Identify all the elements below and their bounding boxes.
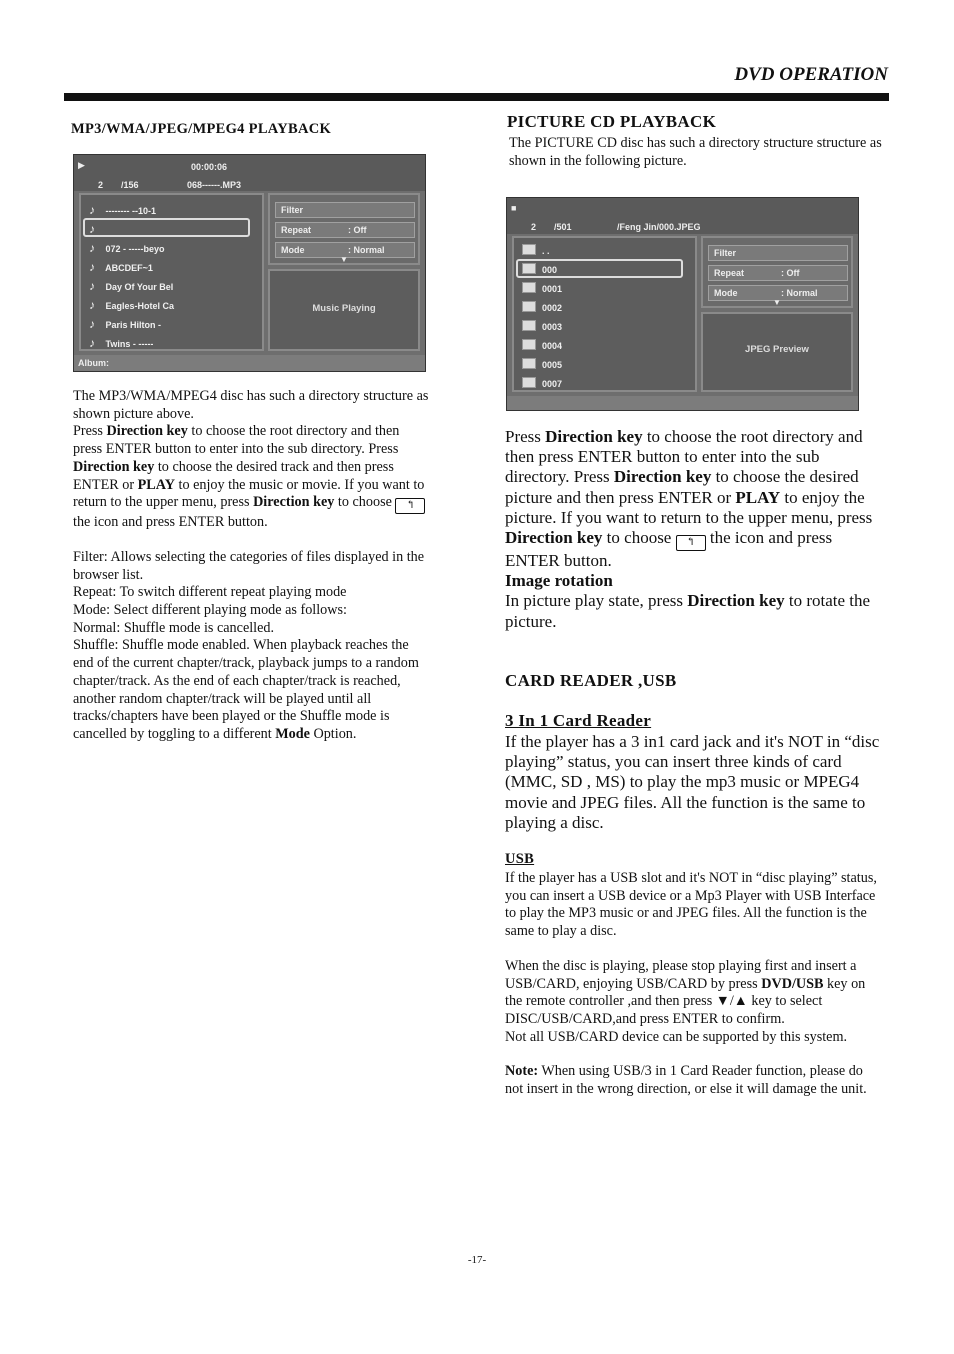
image-file-icon — [522, 377, 536, 388]
mode-option: Mode : Normal — [275, 242, 415, 258]
page-number: -17- — [467, 1254, 487, 1266]
picture-para: Press Direction key to choose the root directory and then press ENTER button to enter into the sub directory. Press Direction key to choose the desired picture and then press ENTER or PLAY to enjoy the picture. If you want to return to the upper menu, press Direction key to choose ↰ the icon and press ENTER button. — [505, 427, 873, 571]
list-item: 0005 — [522, 358, 562, 370]
screen-file: /Feng Jin/000.JPEG — [617, 222, 701, 232]
card3-heading: 3 In 1 Card Reader — [505, 711, 652, 730]
folder-up-icon — [522, 244, 536, 255]
list-item: 0003 — [522, 320, 562, 332]
usb-section — [505, 870, 883, 1099]
list-item: 0001 — [522, 282, 562, 294]
screen-track-no: 2 — [98, 180, 104, 190]
image-file-icon — [522, 282, 536, 293]
repeat-option: Repeat : Off — [708, 265, 848, 281]
picture-description — [505, 427, 885, 632]
mp3-para-2: Press Direction key to choose the root directory and then press ENTER button to enter into the sub directory. Press Direction key to choose the desired track and then press ENTER or PLAY to enjoy the music or movie. If you want to return to the upper menu, press Direction key to choose ↰ the icon and press ENTER button. — [73, 423, 425, 531]
list-item: 000 — [522, 263, 557, 275]
return-up-icon: ↰ — [676, 535, 706, 551]
scroll-down-icon: ▼ — [773, 298, 781, 307]
music-note-icon: ♪ — [89, 260, 95, 274]
play-icon: ▶ — [78, 160, 85, 170]
picture-cd-heading: PICTURE CD PLAYBACK — [507, 112, 717, 131]
music-note-icon: ♪ — [89, 203, 95, 217]
screen-topbar — [74, 155, 425, 191]
screen-track-no: 2 — [531, 222, 537, 232]
usb-heading: USB — [505, 851, 535, 867]
mode-text: Mode: Select different playing mode as follows: — [73, 602, 347, 619]
image-file-icon — [522, 301, 536, 312]
normal-text: Normal: Shuffle mode is cancelled. — [73, 619, 275, 636]
disc-playing-text: When the disc is playing, please stop playing first and insert a USB/CARD, enjoying USB/CARD by press DVD/USB key on the remote controller ,and then press ▼/▲ key to select DISC/USB/CARD,and press ENTER to confirm. — [505, 957, 866, 1027]
image-rotation-heading: Image rotation — [505, 571, 613, 591]
note-text: Note: When using USB/3 in 1 Card Reader function, please do not insert in the wrong direction, or else it will damage the unit. — [505, 1063, 867, 1098]
list-item: ♪ ABCDEF~1 — [89, 260, 153, 274]
filter-text: Filter: Allows selecting the categories of files displayed in the browser list. — [73, 548, 425, 583]
screen-time: 00:00:06 — [191, 162, 228, 172]
card3-text: If the player has a 3 in1 card jack and it's NOT in “disc playing” status, you can insert three kinds of card (MMC, SD , MS) to play the mp3 music or MPEG4 movie and JPEG files. All the function is the same to playing a disc. — [505, 732, 880, 832]
screen-track-total: /501 — [554, 222, 572, 232]
screen-track-total: /156 — [121, 180, 139, 190]
not-all-text: Not all USB/CARD device can be supported by this system. — [505, 1028, 848, 1045]
return-up-icon: ↰ — [395, 498, 425, 514]
image-file-icon — [522, 339, 536, 350]
scroll-down-icon: ▼ — [340, 255, 348, 264]
list-item: ♪ Eagles-Hotel Ca — [89, 298, 175, 312]
image-rotation-text: In picture play state, press Direction key to rotate the picture. — [505, 591, 871, 631]
mp3-section-heading: MP3/WMA/JPEG/MPEG4 PLAYBACK — [71, 121, 332, 137]
list-item: 0002 — [522, 301, 562, 313]
list-item: ♪ Twins - ----- — [89, 336, 154, 350]
music-note-icon: ♪ — [89, 222, 95, 236]
filter-option: Filter — [708, 245, 848, 261]
list-item: ♪ 072 - -----beyo — [89, 241, 165, 255]
bottom-bar — [507, 396, 858, 410]
music-note-icon: ♪ — [89, 279, 95, 293]
picture-browser-screenshot — [506, 197, 859, 411]
album-bar: Album: — [74, 355, 425, 371]
repeat-option: Repeat : Off — [275, 222, 415, 238]
picture-cd-intro: The PICTURE CD disc has such a directory structure structure as shown in the following picture. — [509, 135, 882, 169]
options-panel — [268, 193, 420, 265]
music-note-icon: ♪ — [89, 241, 95, 255]
selection-highlight — [83, 218, 250, 237]
shuffle-text: Shuffle: Shuffle mode enabled. When playback reaches the end of the current chapter/track, playback jumps to a random chapter/track. As the end of each chapter/track is reached, another random chapter/track will be played until all tracks/chapters have been played or the Shuffle mode is cancelled by toggling to a different Mode Option. — [73, 637, 419, 742]
usb-text: If the player has a USB slot and it's NOT in “disc playing” status, you can insert a USB device or a Mp3 Player with USB Interface to play the MP3 music or and JPEG files. All the function is the same to play a disc. — [505, 870, 877, 940]
filter-option: Filter — [275, 202, 415, 218]
screen-file: 068------.MP3 — [187, 180, 242, 190]
preview-label: Music Playing — [312, 303, 376, 314]
list-item: 0004 — [522, 339, 562, 351]
list-item: ♪ Paris Hilton - — [89, 317, 162, 331]
list-item: ♪ Day Of Your Bel — [89, 279, 174, 293]
music-note-icon: ♪ — [89, 317, 95, 331]
preview-panel — [701, 312, 853, 392]
header-rule — [64, 93, 889, 101]
preview-label: JPEG Preview — [745, 344, 809, 355]
preview-panel — [268, 269, 420, 351]
mp3-browser-screenshot — [73, 154, 426, 372]
music-note-icon: ♪ — [89, 298, 95, 312]
options-panel — [701, 236, 853, 308]
file-list-panel — [512, 236, 697, 392]
repeat-text: Repeat: To switch different repeat playing mode — [73, 584, 347, 601]
mp3-description — [73, 388, 431, 744]
list-item: 0007 — [522, 377, 562, 389]
selection-highlight — [516, 259, 683, 278]
image-file-icon — [522, 358, 536, 369]
page-header-title: DVD OPERATION — [734, 64, 888, 85]
card-reader-heading: CARD READER ,USB — [505, 671, 677, 690]
stop-icon: ■ — [511, 203, 517, 213]
screen-topbar — [507, 198, 858, 234]
down-up-arrow-icon: ▼/▲ — [715, 993, 748, 1010]
mp3-para-1: The MP3/WMA/MPEG4 disc has such a directory structure as shown picture above. — [73, 388, 429, 422]
file-list-panel — [79, 193, 264, 351]
mode-option: Mode : Normal — [708, 285, 848, 301]
list-item: ♪ -------- --10-1 — [89, 203, 156, 217]
music-note-icon: ♪ — [89, 336, 95, 350]
list-item: . . — [522, 244, 550, 256]
image-file-icon — [522, 320, 536, 331]
